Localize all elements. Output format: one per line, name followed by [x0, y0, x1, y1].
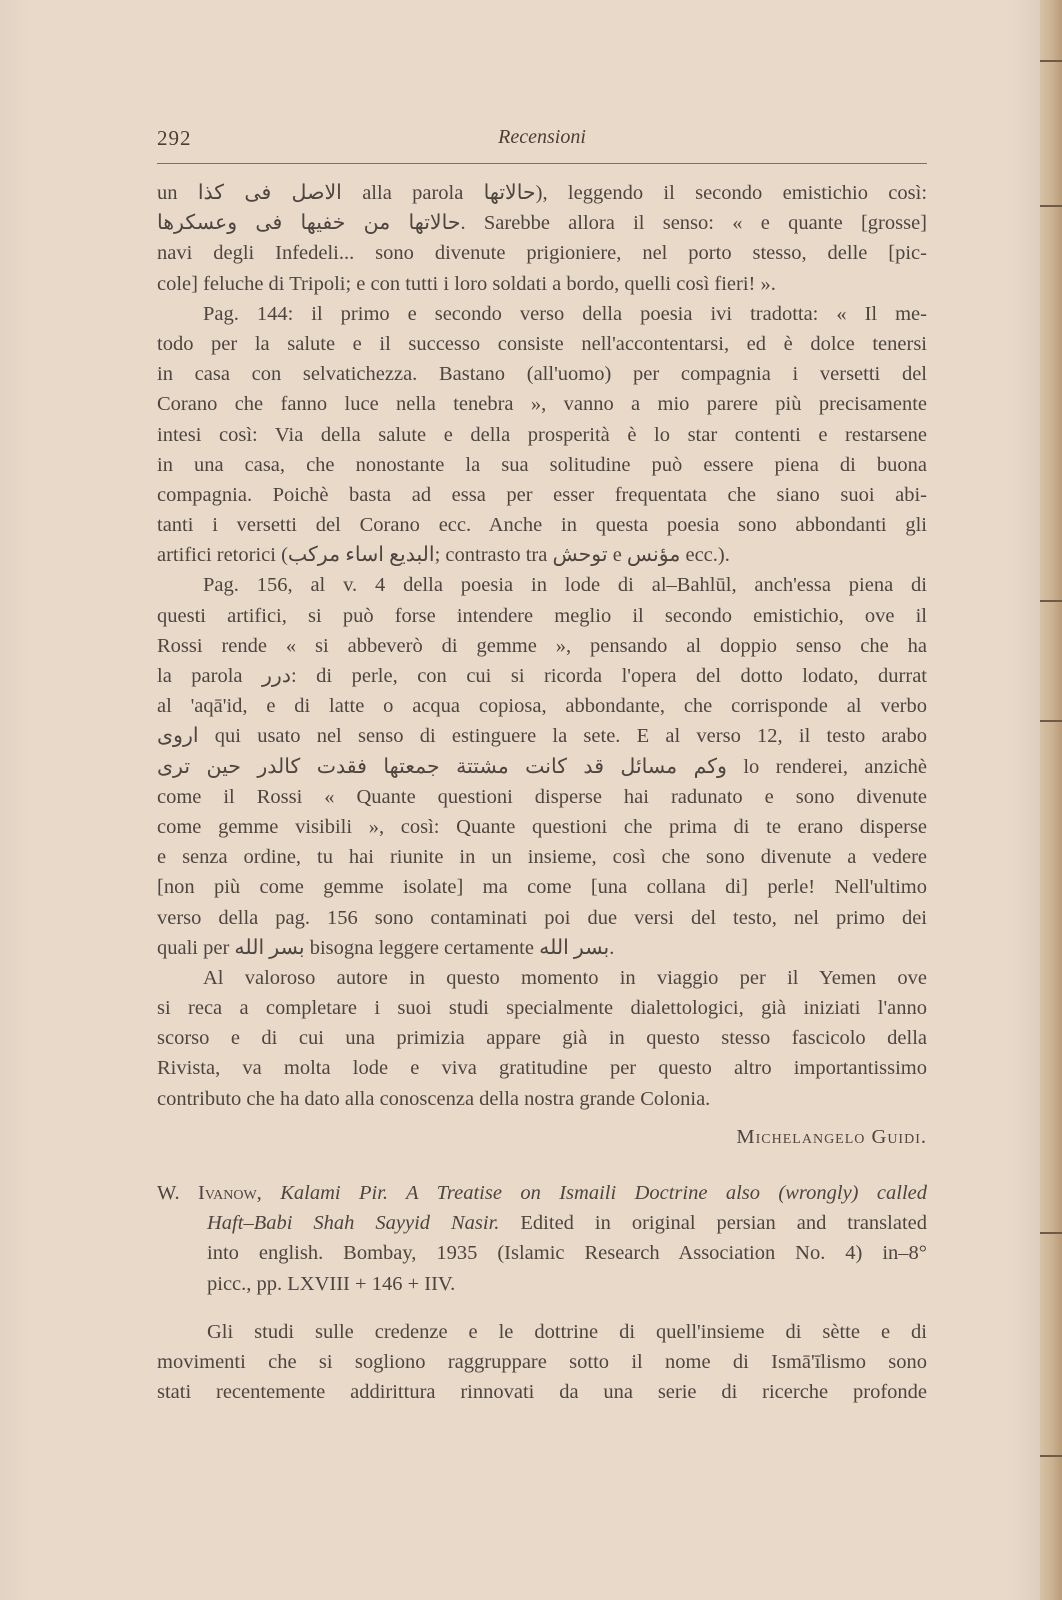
- text-line: al 'aqā'id, e di latte o acqua copiosa, abbondante, che corrisponde al verbo: [157, 695, 927, 718]
- text-line: stati recentemente addirittura rinnovati da una serie di ricerche profonde: [157, 1381, 927, 1404]
- running-title: Recensioni: [498, 126, 586, 148]
- text-line: navi degli Infedeli... sono divenute prigioniere, nel porto stesso, delle [pic-: [157, 242, 927, 265]
- text-line: movimenti che si sogliono raggruppare sotto il nome di Ismā'īlismo sono: [157, 1350, 927, 1373]
- text-line: contributo che ha dato alla conoscenza della nostra grande Colonia.: [157, 1087, 711, 1110]
- text-line: Corano che fanno luce nella tenebra », vanno a mio parere più precisamente: [157, 393, 927, 416]
- text-line: verso della pag. 156 sono contaminati poi due versi del testo, nel primo dei: [157, 906, 927, 929]
- text-line: come gemme visibili », così: Quante questioni che prima di te erano disperse: [157, 815, 927, 838]
- text-line: Pag. 156, al v. 4 della poesia in lode di al–Bahlūl, anch'essa piena di: [203, 574, 927, 597]
- text-line: in una casa, che nonostante la sua solitudine può essere piena di buona: [157, 453, 927, 476]
- publication-info: into english. Bombay, 1935 (Islamic Research Association No. 4) in–8°: [207, 1242, 927, 1265]
- bibliographic-heading: [157, 1178, 927, 1208]
- text-line: come il Rossi « Quante questioni disperse hai radunato e sono divenute: [157, 785, 927, 808]
- running-header: [157, 126, 927, 162]
- text-line: Rossi rende « si abbeverò di gemme », pensando al doppio senso che ha: [157, 634, 927, 657]
- text-line: ﻭﻛﻢ ﻣﺴﺎﺋﻞ ﻗﺪ ﻛﺎﻧﺖ ﻣﺸﺘﺘﺔ ﺟﻤﻌﺘﻬﺎ ﻓﻘﺪﺕ ﻛﺎﻟﺪﺭ ﺣﻴﻦ ﺗﺮﻯ lo renderei, anzichè: [157, 755, 927, 778]
- text-line: Gli studi sulle credenze e le dottrine di quell'insieme di sètte e di: [207, 1320, 927, 1343]
- text-line: si reca a completare i suoi studi specialmente dialettologici, già iniziati l'anno: [157, 997, 927, 1020]
- book-title: Haft–Babi Shah Sayyid Nasir.: [207, 1212, 500, 1235]
- text-line: e senza ordine, tu hai riunite in un insieme, così che sono divenute a vedere: [157, 846, 927, 869]
- text-line: Rivista, va molta lode e viva gratitudine per questo altro importantissimo: [157, 1057, 927, 1080]
- text-line: Al valoroso autore in questo momento in viaggio per il Yemen ove: [203, 966, 927, 989]
- text-line: [non più come gemme isolate] ma come [una collana di] perle! Nell'ultimo: [157, 876, 927, 899]
- text-line: questi artifici, si può forse intendere meglio il secondo emistichio, ove il: [157, 604, 927, 627]
- header-rule: [157, 163, 927, 164]
- text-line: Pag. 144: il primo e secondo verso della poesia ivi tradotta: « Il me-: [203, 302, 927, 325]
- publication-info: picc., pp. LXVIII + 146 + IIV.: [207, 1272, 456, 1295]
- text-line: artifici retorici (ﺍﻟﺒﺪﻳﻊ ﺍﺳﺎﺀ ﻣﺮﻛﺐ; contrasto tra ﺗﻮﺣﺶ e ﻣﺆﻧﺲ ecc.).: [157, 544, 730, 567]
- bibliographic-heading: [157, 1208, 927, 1238]
- text-line: ﺣﺎﻻﺗﻬﺎ ﻣﻦ ﺧﻔﻴﻬﺎ ﻓﻰ ﻭﻋﺴﻜﺮﻫﺎ. Sarebbe allora il senso: « e quante [grosse]: [157, 212, 927, 235]
- page-number: 292: [157, 126, 192, 150]
- text-line: todo per la salute e il successo consiste nell'accontentarsi, ed è dolce tenersi: [157, 332, 927, 355]
- article-text: [157, 178, 927, 1407]
- page-fore-edge: [1040, 0, 1062, 1600]
- text-line: scorso e di cui una primizia appare già in questo stesso fascicolo della: [157, 1027, 927, 1050]
- text-line: ﺍﺭﻭﻯ qui usato nel senso di estinguere la sete. E al verso 12, il testo arabo: [157, 725, 927, 748]
- text-line: quali per ﺑﺴﺮ ﺍﻟﻠﻪ bisogna leggere certamente ﺑﺴﺮ ﺍﻟﻠﻪ.: [157, 936, 615, 959]
- review-1: [157, 178, 927, 1152]
- book-title: Kalami Pir. A Treatise on Ismaili Doctrine also (wrongly) called: [280, 1182, 927, 1204]
- text-line: un ﺍﻻﺻﻞ ﻓﻰ ﻛﺬﺍ alla parola ﺣﺎﻻﺗﻬﺎ), leggendo il secondo emistichio così:: [157, 182, 928, 204]
- edition-note: Edited in original persian and translated: [520, 1212, 927, 1235]
- text-line: intesi così: Via della salute e della prosperità è lo star contenti e restarsene: [157, 423, 927, 446]
- author-name: W. Ivanow,: [157, 1182, 262, 1204]
- signature: Michelangelo Guidi.: [736, 1125, 927, 1148]
- text-line: in casa con selvatichezza. Bastano (all'uomo) per compagnia i versetti del: [157, 363, 927, 386]
- review-2: [157, 1178, 927, 1407]
- text-line: la parola ﺩﺭﺭ: di perle, con cui si ricorda l'opera del dotto lodato, durrat: [157, 665, 928, 687]
- text-line: tanti i versetti del Corano ecc. Anche in questa poesia sono abbondanti gli: [157, 514, 927, 537]
- text-line: compagnia. Poichè basta ad essa per esser frequentata che siano suoi abi-: [157, 483, 927, 506]
- text-line: cole] feluche di Tripoli; e con tutti i loro soldati a bordo, quelli così fieri! ».: [157, 272, 776, 295]
